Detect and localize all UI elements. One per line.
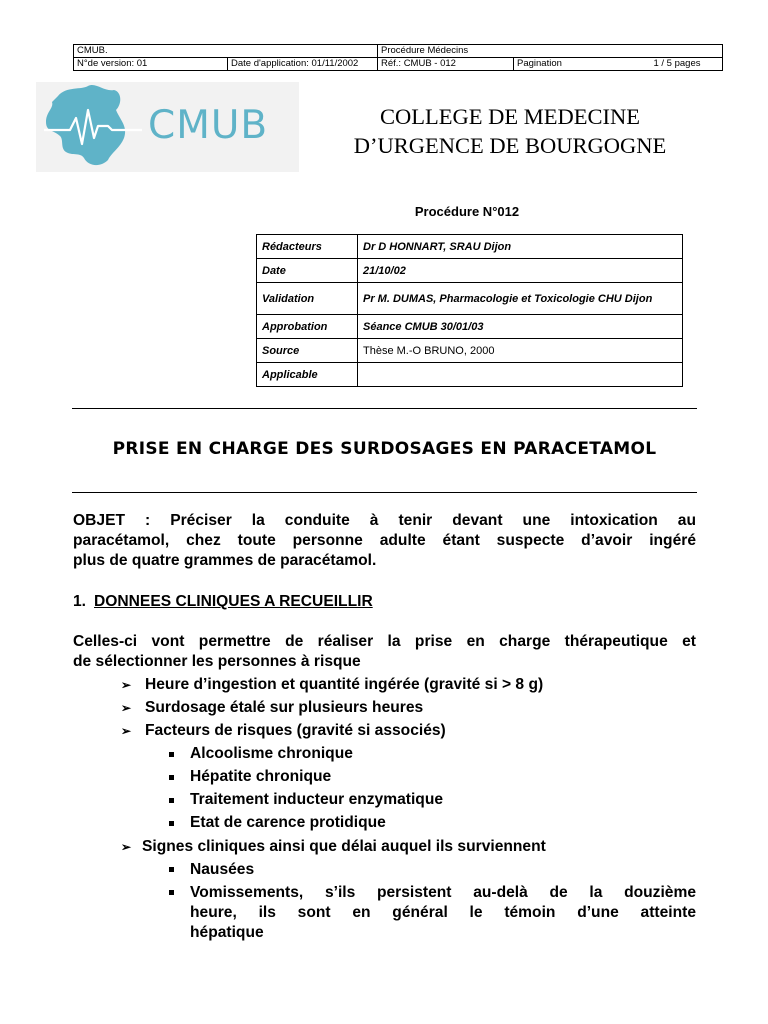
arrow-right-icon: ➢ xyxy=(121,678,132,692)
list-item: Hépatite chronique xyxy=(190,768,332,785)
info-row xyxy=(257,283,683,315)
arrow-right-icon: ➢ xyxy=(121,701,132,715)
info-label: Validation xyxy=(257,283,358,315)
list-item: Surdosage étalé sur plusieurs heures xyxy=(145,699,424,716)
vomiting-line: Vomissements, s’ils persistent au-delà de la douzième xyxy=(190,884,696,901)
square-bullet-icon xyxy=(169,821,174,826)
info-value: Pr M. DUMAS, Pharmacologie et Toxicologie CHU Dijon xyxy=(358,283,683,315)
header-ref: Réf.: CMUB - 012 xyxy=(378,58,514,71)
header-date-application: Date d'application: 01/11/2002 xyxy=(228,58,378,71)
procedure-info-table xyxy=(256,234,683,387)
college-name-line2: D’URGENCE DE BOURGOGNE xyxy=(353,133,667,158)
objet-paragraph xyxy=(73,511,696,571)
list-item: Etat de carence protidique xyxy=(190,814,386,831)
square-bullet-icon xyxy=(169,890,174,895)
square-bullet-icon xyxy=(169,775,174,780)
info-label: Date xyxy=(257,259,358,283)
info-row xyxy=(257,363,683,387)
vomiting-line: heure, ils sont en général le témoin d’une atteinte xyxy=(190,904,696,921)
vomiting-line: hépatique xyxy=(190,924,264,941)
info-label: Approbation xyxy=(257,315,358,339)
header-org: CMUB. xyxy=(74,45,378,58)
intro-line: de sélectionner les personnes à risque xyxy=(73,653,361,670)
section-title: DONNEES CLINIQUES A RECUEILLIR xyxy=(94,593,373,610)
header-version: N°de version: 01 xyxy=(74,58,228,71)
objet-line: OBJET : Préciser la conduite à tenir devant une intoxication au xyxy=(73,512,696,529)
list-item: Traitement inducteur enzymatique xyxy=(190,791,444,808)
info-row xyxy=(257,339,683,363)
section-number: 1. xyxy=(73,593,87,610)
info-value: Dr D HONNART, SRAU Dijon xyxy=(358,235,683,259)
objet-line: paracétamol, chez toute personne adulte étant suspecte d’avoir ingéré xyxy=(73,532,696,549)
info-value xyxy=(358,363,683,387)
square-bullet-icon xyxy=(169,867,174,872)
divider xyxy=(72,408,697,409)
list-item: Heure d’ingestion et quantité ingérée (gravité si > 8 g) xyxy=(145,676,544,693)
header-pagination xyxy=(514,58,723,71)
objet-line: plus de quatre grammes de paracétamol. xyxy=(73,552,377,569)
list-item: Alcoolisme chronique xyxy=(190,745,353,762)
info-value: Thèse M.-O BRUNO, 2000 xyxy=(358,339,683,363)
document-title: PRISE EN CHARGE DES SURDOSAGES EN PARACETAMOL xyxy=(112,439,657,459)
intro-paragraph xyxy=(73,632,696,672)
info-label: Applicable xyxy=(257,363,358,387)
document-header-table xyxy=(73,44,723,71)
arrow-right-icon: ➢ xyxy=(121,724,132,738)
list-item: Facteurs de risques (gravité si associés) xyxy=(145,722,446,739)
header-doc-type: Procédure Médecins xyxy=(378,45,723,58)
info-label: Source xyxy=(257,339,358,363)
divider xyxy=(72,492,697,493)
intro-line: Celles-ci vont permettre de réaliser la prise en charge thérapeutique et xyxy=(73,633,696,650)
arrow-right-icon: ➢ xyxy=(121,840,132,854)
list-item: Signes cliniques ainsi que délai auquel ils surviennent xyxy=(142,838,546,855)
info-value: 21/10/02 xyxy=(358,259,683,283)
square-bullet-icon xyxy=(169,798,174,803)
cmub-logo xyxy=(36,82,299,172)
info-row xyxy=(257,315,683,339)
info-label: Rédacteurs xyxy=(257,235,358,259)
section-heading xyxy=(73,593,373,611)
procedure-number: Procédure N°012 xyxy=(414,204,520,219)
square-bullet-icon xyxy=(169,752,174,757)
list-item: Nausées xyxy=(190,861,255,878)
pagination-value: 1 / 5 pages xyxy=(653,58,701,69)
info-row xyxy=(257,235,683,259)
pagination-label: Pagination xyxy=(517,58,562,69)
vomiting-item xyxy=(190,883,696,943)
college-name-line1: COLLEGE DE MEDECINE xyxy=(380,104,640,129)
logo-text: CMUB xyxy=(148,103,269,148)
info-value: Séance CMUB 30/01/03 xyxy=(358,315,683,339)
info-row xyxy=(257,259,683,283)
